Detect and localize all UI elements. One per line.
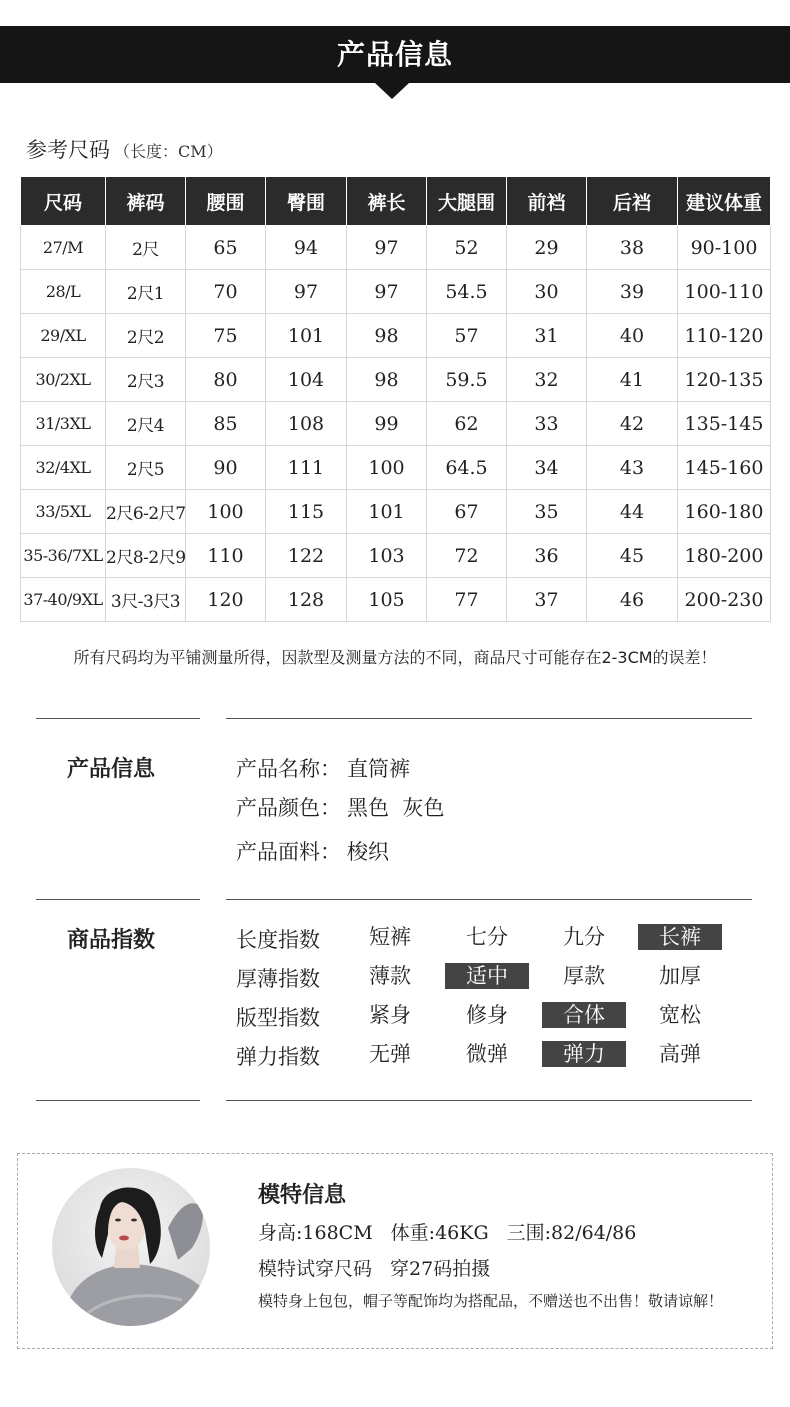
table-cell: 62 <box>427 402 507 446</box>
table-cell: 54.5 <box>427 270 507 314</box>
index-option-selected: 弹力 <box>542 1041 626 1067</box>
table-cell: 90 <box>186 446 266 490</box>
table-cell: 37-40/9XL <box>21 578 106 622</box>
table-cell: 41 <box>587 358 678 402</box>
size-heading <box>26 134 223 164</box>
table-cell: 36 <box>507 534 587 578</box>
table-cell: 72 <box>427 534 507 578</box>
banner-title: 产品信息 <box>336 38 453 71</box>
product-color-row <box>236 792 444 822</box>
col-header: 腰围 <box>186 177 266 226</box>
index-option: 厚款 <box>563 964 605 988</box>
divider <box>36 1100 200 1101</box>
model-disclaimer: 模特身上包包，帽子等配饰均为搭配品，不赠送也不出售！敬请谅解！ <box>258 1292 724 1310</box>
table-cell: 46 <box>587 578 678 622</box>
table-cell: 59.5 <box>427 358 507 402</box>
size-note: 所有尺码均为平铺测量所得，因款型及测量方法的不同，商品尺寸可能存在2-3CM的误差！ <box>73 648 717 667</box>
table-cell: 104 <box>266 358 347 402</box>
divider <box>226 1100 752 1101</box>
product-fabric-value: 梭织 <box>347 840 389 864</box>
product-name-value: 直筒裤 <box>347 757 410 781</box>
index-option-selected: 长裤 <box>638 924 722 950</box>
table-cell: 135-145 <box>678 402 771 446</box>
table-cell: 97 <box>347 226 427 270</box>
index-label: 商品指数 <box>67 927 156 953</box>
table-cell: 37 <box>507 578 587 622</box>
table-row <box>21 402 771 446</box>
col-header: 裤码 <box>106 177 186 226</box>
table-cell: 28/L <box>21 270 106 314</box>
table-cell: 120-135 <box>678 358 771 402</box>
model-title: 模特信息 <box>258 1182 347 1208</box>
table-cell: 75 <box>186 314 266 358</box>
product-name-key: 产品名称： <box>236 757 341 781</box>
table-cell: 42 <box>587 402 678 446</box>
product-name-row <box>236 753 410 783</box>
table-cell: 2尺8-2尺9 <box>106 534 186 578</box>
table-cell: 90-100 <box>678 226 771 270</box>
table-cell: 160-180 <box>678 490 771 534</box>
product-info-label: 产品信息 <box>67 756 156 782</box>
index-option: 无弹 <box>369 1042 411 1066</box>
table-cell: 32 <box>507 358 587 402</box>
model-measurements: 三围:82/64/86 <box>506 1222 637 1244</box>
table-cell: 43 <box>587 446 678 490</box>
table-cell: 38 <box>587 226 678 270</box>
model-height: 身高:168CM <box>258 1222 373 1244</box>
table-cell: 2尺 <box>106 226 186 270</box>
table-cell: 77 <box>427 578 507 622</box>
table-cell: 39 <box>587 270 678 314</box>
index-option: 短裤 <box>369 925 411 949</box>
table-cell: 30 <box>507 270 587 314</box>
col-header: 后裆 <box>587 177 678 226</box>
model-trial-value: 穿27码拍摄 <box>390 1258 491 1280</box>
index-option: 修身 <box>466 1003 508 1027</box>
divider <box>36 899 200 900</box>
table-cell: 2尺2 <box>106 314 186 358</box>
table-cell: 99 <box>347 402 427 446</box>
table-cell: 108 <box>266 402 347 446</box>
table-cell: 128 <box>266 578 347 622</box>
index-row-label: 厚薄指数 <box>236 967 320 991</box>
table-cell: 110 <box>186 534 266 578</box>
table-cell: 100-110 <box>678 270 771 314</box>
size-table <box>20 176 771 622</box>
table-cell: 85 <box>186 402 266 446</box>
index-option: 九分 <box>563 925 605 949</box>
model-trial-label: 模特试穿尺码 <box>258 1258 373 1280</box>
table-cell: 29 <box>507 226 587 270</box>
size-heading-title: 参考尺码 <box>26 138 110 162</box>
size-heading-unit: （长度：CM） <box>114 142 223 161</box>
table-cell: 30/2XL <box>21 358 106 402</box>
index-option: 紧身 <box>369 1003 411 1027</box>
header-banner <box>0 26 790 83</box>
model-stats <box>258 1218 636 1245</box>
table-cell: 101 <box>347 490 427 534</box>
table-cell: 101 <box>266 314 347 358</box>
table-cell: 105 <box>347 578 427 622</box>
divider <box>226 899 752 900</box>
product-color-value: 黑色 灰色 <box>347 796 445 820</box>
table-cell: 103 <box>347 534 427 578</box>
table-cell: 3尺-3尺3 <box>106 578 186 622</box>
table-cell: 2尺1 <box>106 270 186 314</box>
col-header: 尺码 <box>21 177 106 226</box>
model-photo-icon <box>52 1168 210 1326</box>
banner-arrow-icon <box>375 83 409 99</box>
table-cell: 122 <box>266 534 347 578</box>
product-color-key: 产品颜色： <box>236 796 341 820</box>
table-cell: 64.5 <box>427 446 507 490</box>
index-option: 宽松 <box>659 1003 701 1027</box>
table-cell: 2尺4 <box>106 402 186 446</box>
product-fabric-row <box>236 836 389 866</box>
model-avatar <box>52 1168 210 1326</box>
table-cell: 100 <box>186 490 266 534</box>
table-cell: 35-36/7XL <box>21 534 106 578</box>
table-cell: 35 <box>507 490 587 534</box>
index-option: 微弹 <box>466 1042 508 1066</box>
table-cell: 111 <box>266 446 347 490</box>
col-header: 建议体重 <box>678 177 771 226</box>
model-trial <box>258 1254 490 1281</box>
table-cell: 145-160 <box>678 446 771 490</box>
table-cell: 52 <box>427 226 507 270</box>
index-row-label: 弹力指数 <box>236 1045 320 1069</box>
table-row <box>21 490 771 534</box>
col-header: 大腿围 <box>427 177 507 226</box>
index-option-selected: 合体 <box>542 1002 626 1028</box>
divider <box>226 718 752 719</box>
table-cell: 80 <box>186 358 266 402</box>
table-cell: 29/XL <box>21 314 106 358</box>
table-cell: 34 <box>507 446 587 490</box>
table-cell: 97 <box>266 270 347 314</box>
table-cell: 57 <box>427 314 507 358</box>
table-cell: 115 <box>266 490 347 534</box>
table-cell: 27/M <box>21 226 106 270</box>
table-row <box>21 358 771 402</box>
model-weight: 体重:46KG <box>390 1222 489 1244</box>
col-header: 臀围 <box>266 177 347 226</box>
table-cell: 32/4XL <box>21 446 106 490</box>
table-cell: 40 <box>587 314 678 358</box>
table-cell: 44 <box>587 490 678 534</box>
table-cell: 2尺6-2尺7 <box>106 490 186 534</box>
table-cell: 33/5XL <box>21 490 106 534</box>
table-cell: 200-230 <box>678 578 771 622</box>
table-cell: 33 <box>507 402 587 446</box>
table-cell: 67 <box>427 490 507 534</box>
table-row <box>21 446 771 490</box>
table-row <box>21 534 771 578</box>
col-header: 前裆 <box>507 177 587 226</box>
table-cell: 45 <box>587 534 678 578</box>
index-option: 七分 <box>466 925 508 949</box>
col-header: 裤长 <box>347 177 427 226</box>
table-cell: 98 <box>347 358 427 402</box>
table-cell: 2尺5 <box>106 446 186 490</box>
table-cell: 65 <box>186 226 266 270</box>
table-cell: 110-120 <box>678 314 771 358</box>
table-row <box>21 578 771 622</box>
table-row <box>21 226 771 270</box>
table-cell: 100 <box>347 446 427 490</box>
table-cell: 31/3XL <box>21 402 106 446</box>
index-option: 薄款 <box>369 964 411 988</box>
table-cell: 120 <box>186 578 266 622</box>
index-row-label: 长度指数 <box>236 928 320 952</box>
table-cell: 70 <box>186 270 266 314</box>
index-row-label: 版型指数 <box>236 1006 320 1030</box>
table-row <box>21 270 771 314</box>
index-option: 加厚 <box>659 964 701 988</box>
table-cell: 94 <box>266 226 347 270</box>
index-option: 高弹 <box>659 1042 701 1066</box>
table-cell: 98 <box>347 314 427 358</box>
table-row <box>21 314 771 358</box>
table-cell: 97 <box>347 270 427 314</box>
index-option-selected: 适中 <box>445 963 529 989</box>
product-fabric-key: 产品面料： <box>236 840 341 864</box>
table-cell: 31 <box>507 314 587 358</box>
table-header-row <box>21 177 771 226</box>
table-cell: 2尺3 <box>106 358 186 402</box>
table-cell: 180-200 <box>678 534 771 578</box>
divider <box>36 718 200 719</box>
